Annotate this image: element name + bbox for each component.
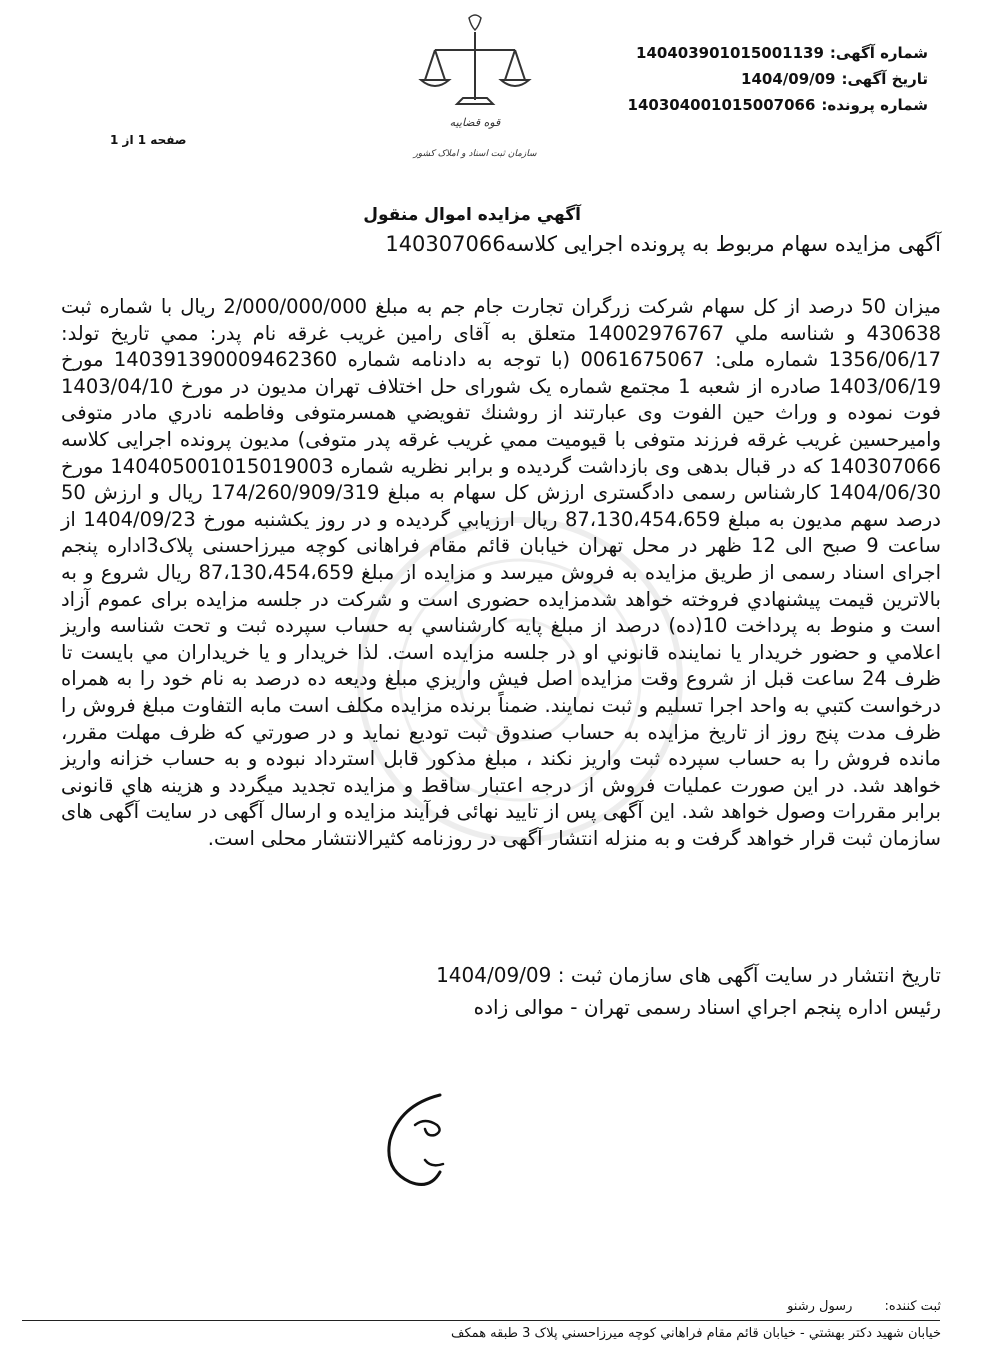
notice-body (61, 294, 941, 852)
footer-divider (22, 1320, 940, 1321)
publication-label: تاریخ انتشار در سایت آگهی های سازمان ثبت : (557, 963, 941, 987)
publication-date-line (436, 963, 941, 987)
notice-subtitle: آگهی مزایده سهام مربوط به پرونده اجرایی کلاسه140307066 (385, 232, 941, 256)
case-number-label: شماره پرونده: (821, 96, 928, 114)
footer-address: خيابان شهيد دکتر بهشتي - خيابان قائم مقام فراهاني كوچه ميرزاحسني پلاک 3 طبقه همکف (451, 1326, 941, 1341)
registrar-name: رسول رشنو (787, 1299, 853, 1314)
ad-number-label: شماره آگهی: (829, 44, 928, 62)
ad-number-row (568, 40, 928, 66)
registrar-line (787, 1299, 941, 1314)
page-indicator: صفحه 1 از 1 (110, 133, 187, 147)
publication-date: 1404/09/09 (436, 963, 552, 987)
ad-metadata (568, 40, 928, 118)
case-number: 140304001015007066 (627, 96, 816, 114)
org-line2: سازمان ثبت اسناد و املاک کشور (413, 149, 537, 159)
notice-body-paragraph: میزان 50 درصد از کل سهام شرکت زرگران تجارت جام جم به مبلغ 2/000/000/000 ريال با شماره ثبت 430638 و شناسه ملي 14002976767 متعلق به آقای رامین غریب غرقه نام پدر: ممي تاريخ تولد: 1356/06/17 شماره ملی: 0061675067 (با توجه به دادنامه شماره 140391390009462360 مورخ 1403/06/19 صادره از شعبه 1 مجتمع شماره يک شورای حل اختلاف تهران مدیون در مورخ 1403/04/10 فوت نموده و وراث حین الفوت وی عبارتند از روشنك تفويضي همسرمتوفی وفاطمه نادري مادر متوفی وامیرحسین غریب غرقه فرزند متوفی با قیومیت ممي غریب غرقه پدر متوفی) مديون پرونده اجرایی کلاسه 140307066 که در قبال بدهی وی بازداشت گرديده و برابر نظریه شماره 140405001015019003 مورخ 1404/06/30 کارشناس رسمی دادگستری ارزش کل سهام به مبلغ 174/260/909/319 ريال و ارزش 50 درصد سهم مدیون به مبلغ 87،130،454،659 ريال ارزيابي گرديده و در روز يکشنبه مورخ 1404/09/23 از ساعت 9 صبح الی 12 ظهر در محل تهران خيابان قائم مقام فراهانی کوچه میرزاحسنی پلاک3اداره پنجم اجرای اسناد رسمی از طریق مزایده به فروش میرسد و مزایده از مبلغ 87،130،454،659 ريال شروع و به بالاترين قيمت پيشنهادي فروخته خواهد شدمزایده حضوری است و شرکت در جلسه مزایده برای عموم آزاد است و منوط به پرداخت 10(ده) درصد از مبلغ پایه کارشناسي به حساب سپرده ثبت و تحت شناسه واريز اعلامي و حضور خريدار يا نماينده قانوني او در جلسه مزايده است. لذا خریدار و یا خریداران مي بايست تا ظرف 24 ساعت قبل از شروع وقت مزايده اصل فيش واريزي مبلغ وديعه ده درصد به نام خود را به همراه درخواست کتبي به واحد اجرا تسليم و ثبت نمايند. ضمناً برنده مزایده مکلف است مابه التفاوت مبلغ فروش را ظرف مدت پنج روز از تاريخ مزايده به حساب صندوق ثبت توديع نمايد و در صورتي که ظرف مهلت مقرر، مانده فروش را به حساب سپرده ثبت واريز نکند ، مبلغ مذکور قابل استرداد نبوده و به حساب خزانه واريز خواهد شد. در این صورت عملیات فروش از درجه اعتبار ساقط و مزایده تجدید میگردد و هزينه هاي قانونی برابر مقررات وصول خواهد شد. این آگهی پس از تایید نهائی فرآیند مزایده و ارسال آگهی در سایت آگهی های سازمان ثبت قرار خواهد گرفت و به منزله انتشار آگهی در روزنامه کثیرالانتشار محلی است. (61, 295, 941, 850)
notice-title: آگهي مزايده اموال منقول (363, 205, 581, 225)
ad-date-label: تاریخ آگهی: (841, 70, 928, 88)
registrar-label: ثبت کننده: (884, 1299, 941, 1314)
org-line1: قوه قضاییه (449, 116, 501, 129)
ad-number: 140403901015001139 (636, 44, 824, 62)
judiciary-emblem-icon (405, 8, 545, 168)
ad-date-row (568, 66, 928, 92)
signature-icon (370, 1065, 470, 1205)
ad-date: 1404/09/09 (741, 70, 836, 88)
signer-line: رئيس اداره پنجم اجراي اسناد رسمی تهران - موالی زاده (473, 995, 941, 1019)
case-number-row (568, 92, 928, 118)
